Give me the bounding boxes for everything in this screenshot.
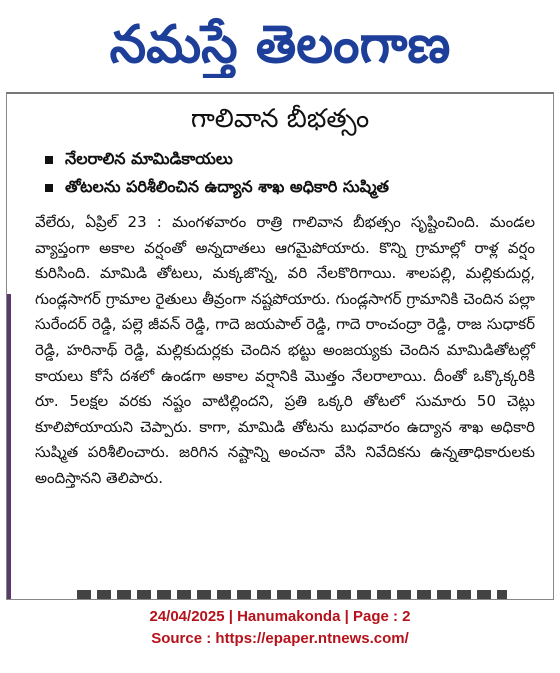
footer-date-line: 24/04/2025 | Hanumakonda | Page : 2 [149, 608, 411, 625]
bullet-item: తోటలను పరిశీలించిన ఉద్యాన శాఖ అధికారి సుష్మిత [43, 176, 543, 198]
bullet-list [43, 148, 543, 204]
masthead [0, 0, 560, 88]
footer-source-link[interactable]: Source : https://epaper.ntnews.com/ [151, 630, 409, 647]
source-footer [0, 606, 560, 650]
bullet-item: నేలరాలిన మామిడికాయలు [43, 148, 543, 170]
article-body: వేలేరు, ఏప్రిల్ 23 : మంగళవారం రాత్రి గాలివాన బీభత్సం సృష్టించింది. మండల వ్యాప్తంగా అకాల వర్షంతో అన్నదాతలు ఆగమైపోయారు. కొన్ని గ్రామాల్లో రాళ్ల వర్షం కురిసింది. మామిడి తోటలు, మక్కజొన్న, వరి నేలకొరిగాయి. శాలపల్లి, మల్లికుదుర్ల, గుండ్లసాగర్ గ్రామాల రైతులు తీవ్రంగా నష్టపోయారు. గుండ్లసాగర్ గ్రామానికి చెందిన పల్లా సురేందర్ రెడ్డి, పల్లె జీవన్ రెడ్డి, గాదె జయపాల్ రెడ్డి, గాదె రాంచంద్రా రెడ్డి, రాజ సుధాకర్ రెడ్డి, హరినాథ్ రెడ్డి, మల్లికుదుర్లకు చెందిన భట్టు అంజయ్యకు చెందిన మామిడితోటల్లో కాయలు కోసే దశలో ఉండగా అకాల వర్షానికి మొత్తం నేలరాలాయి. దీంతో ఒక్కొక్కరికి రూ. 5లక్షల వరకు నష్టం వాటిల్లిందని, ప్రతి ఒక్కరి తోటలో సుమారు 50 చెట్లు కూలిపోయాయని చెప్పారు. కాగా, మామిడి తోటను బుధవారం ఉద్యాన శాఖ అధికారి సుష్మిత పరిశీలించారు. జరిగిన నష్టాన్ని అంచనా వేసి నివేదికను ఉన్నతాధికారులకు అందిస్తానని తెలిపారు. [35, 213, 535, 487]
newspaper-logo [70, 2, 490, 78]
news-clipping [6, 92, 554, 600]
clipping-edge-mark [7, 294, 11, 599]
cut-off-next-headline [77, 590, 507, 600]
article-headline: గాలివాన బీభత్సం [190, 104, 370, 134]
svg-text:నమస్తే తెలంగాణ: నమస్తే తెలంగాణ [109, 15, 451, 75]
